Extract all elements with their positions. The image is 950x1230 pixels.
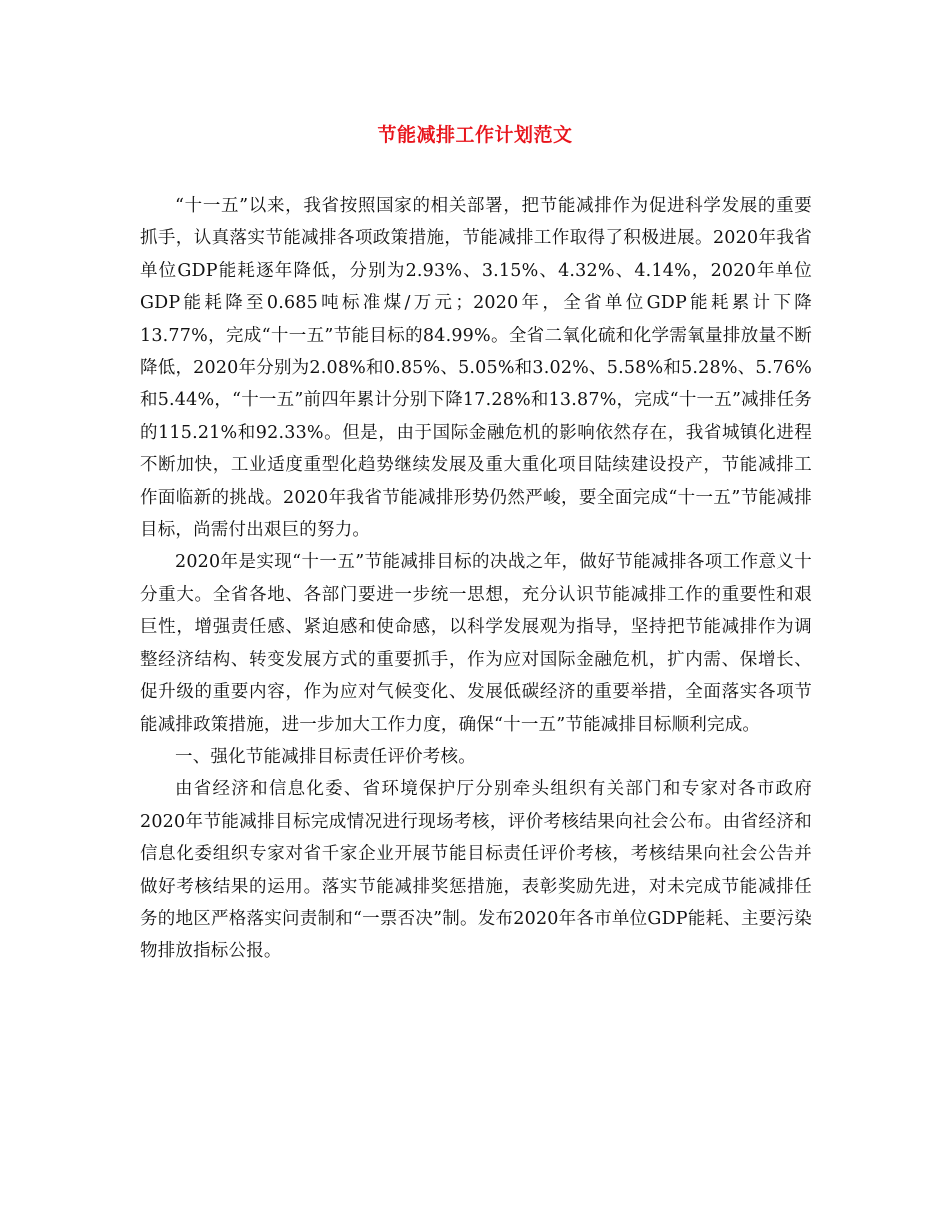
paragraph-intro: “十一五”以来，我省按照国家的相关部署，把节能减排作为促进科学发展的重要抓手，认真落实节能减排各项政策措施，节能减排工作取得了积极进展。2020年我省单位GDP能耗逐年降低，分别为2.93%、3.15%、4.32%、4.14%，2020年单位GDP能耗降至0.685吨标准煤/万元；2020年，全省单位GDP能耗累计下降13.77%，完成“十一五”节能目标的84.99%。全省二氧化硫和化学需氧量排放量不断降低，2020年分别为2.08%和0.85%、5.05%和3.02%、5.58%和5.28%、5.76%和5.44%，“十一五”前四年累计分别下降17.28%和13.87%，完成“十一五”减排任务的115.21%和92.33%。但是，由于国际金融危机的影响依然存在，我省城镇化进程不断加快，工业适度重型化趋势继续发展及重大重化项目陆续建设投产，节能减排工作面临新的挑战。2020年我省节能减排形势仍然严峻，要全面完成“十一五”节能减排目标，尚需付出艰巨的努力。 xyxy=(140,196,812,541)
document-body xyxy=(140,190,812,968)
section-heading-one: 一、强化节能减排目标责任评价考核。 xyxy=(175,746,476,767)
paragraph-assessment: 由省经济和信息化委、省环境保护厅分别牵头组织有关部门和专家对各市政府2020年节能减排目标完成情况进行现场考核，评价考核结果向社会公布。由省经济和信息化委组织专家对省千家企业开展节能目标责任评价考核，考核结果向社会公告并做好考核结果的运用。落实节能减排奖惩措施，表彰奖励先进，对未完成节能减排任务的地区严格落实问责制和“一票否决”制。发布2020年各市单位GDP能耗、主要污染物排放指标公报。 xyxy=(140,779,812,962)
paragraph-decisive-year: 2020年是实现“十一五”节能减排目标的决战之年，做好节能减排各项工作意义十分重大。全省各地、各部门要进一步统一思想，充分认识节能减排工作的重要性和艰巨性，增强责任感、紧迫感和使命感，以科学发展观为指导，坚持把节能减排作为调整经济结构、转变发展方式的重要抓手，作为应对国际金融危机，扩内需、保增长、促升级的重要内容，作为应对气候变化、发展低碳经济的重要举措，全面落实各项节能减排政策措施，进一步加大工作力度，确保“十一五”节能减排目标顺利完成。 xyxy=(140,552,812,735)
document-title: 节能减排工作计划范文 xyxy=(377,124,573,146)
